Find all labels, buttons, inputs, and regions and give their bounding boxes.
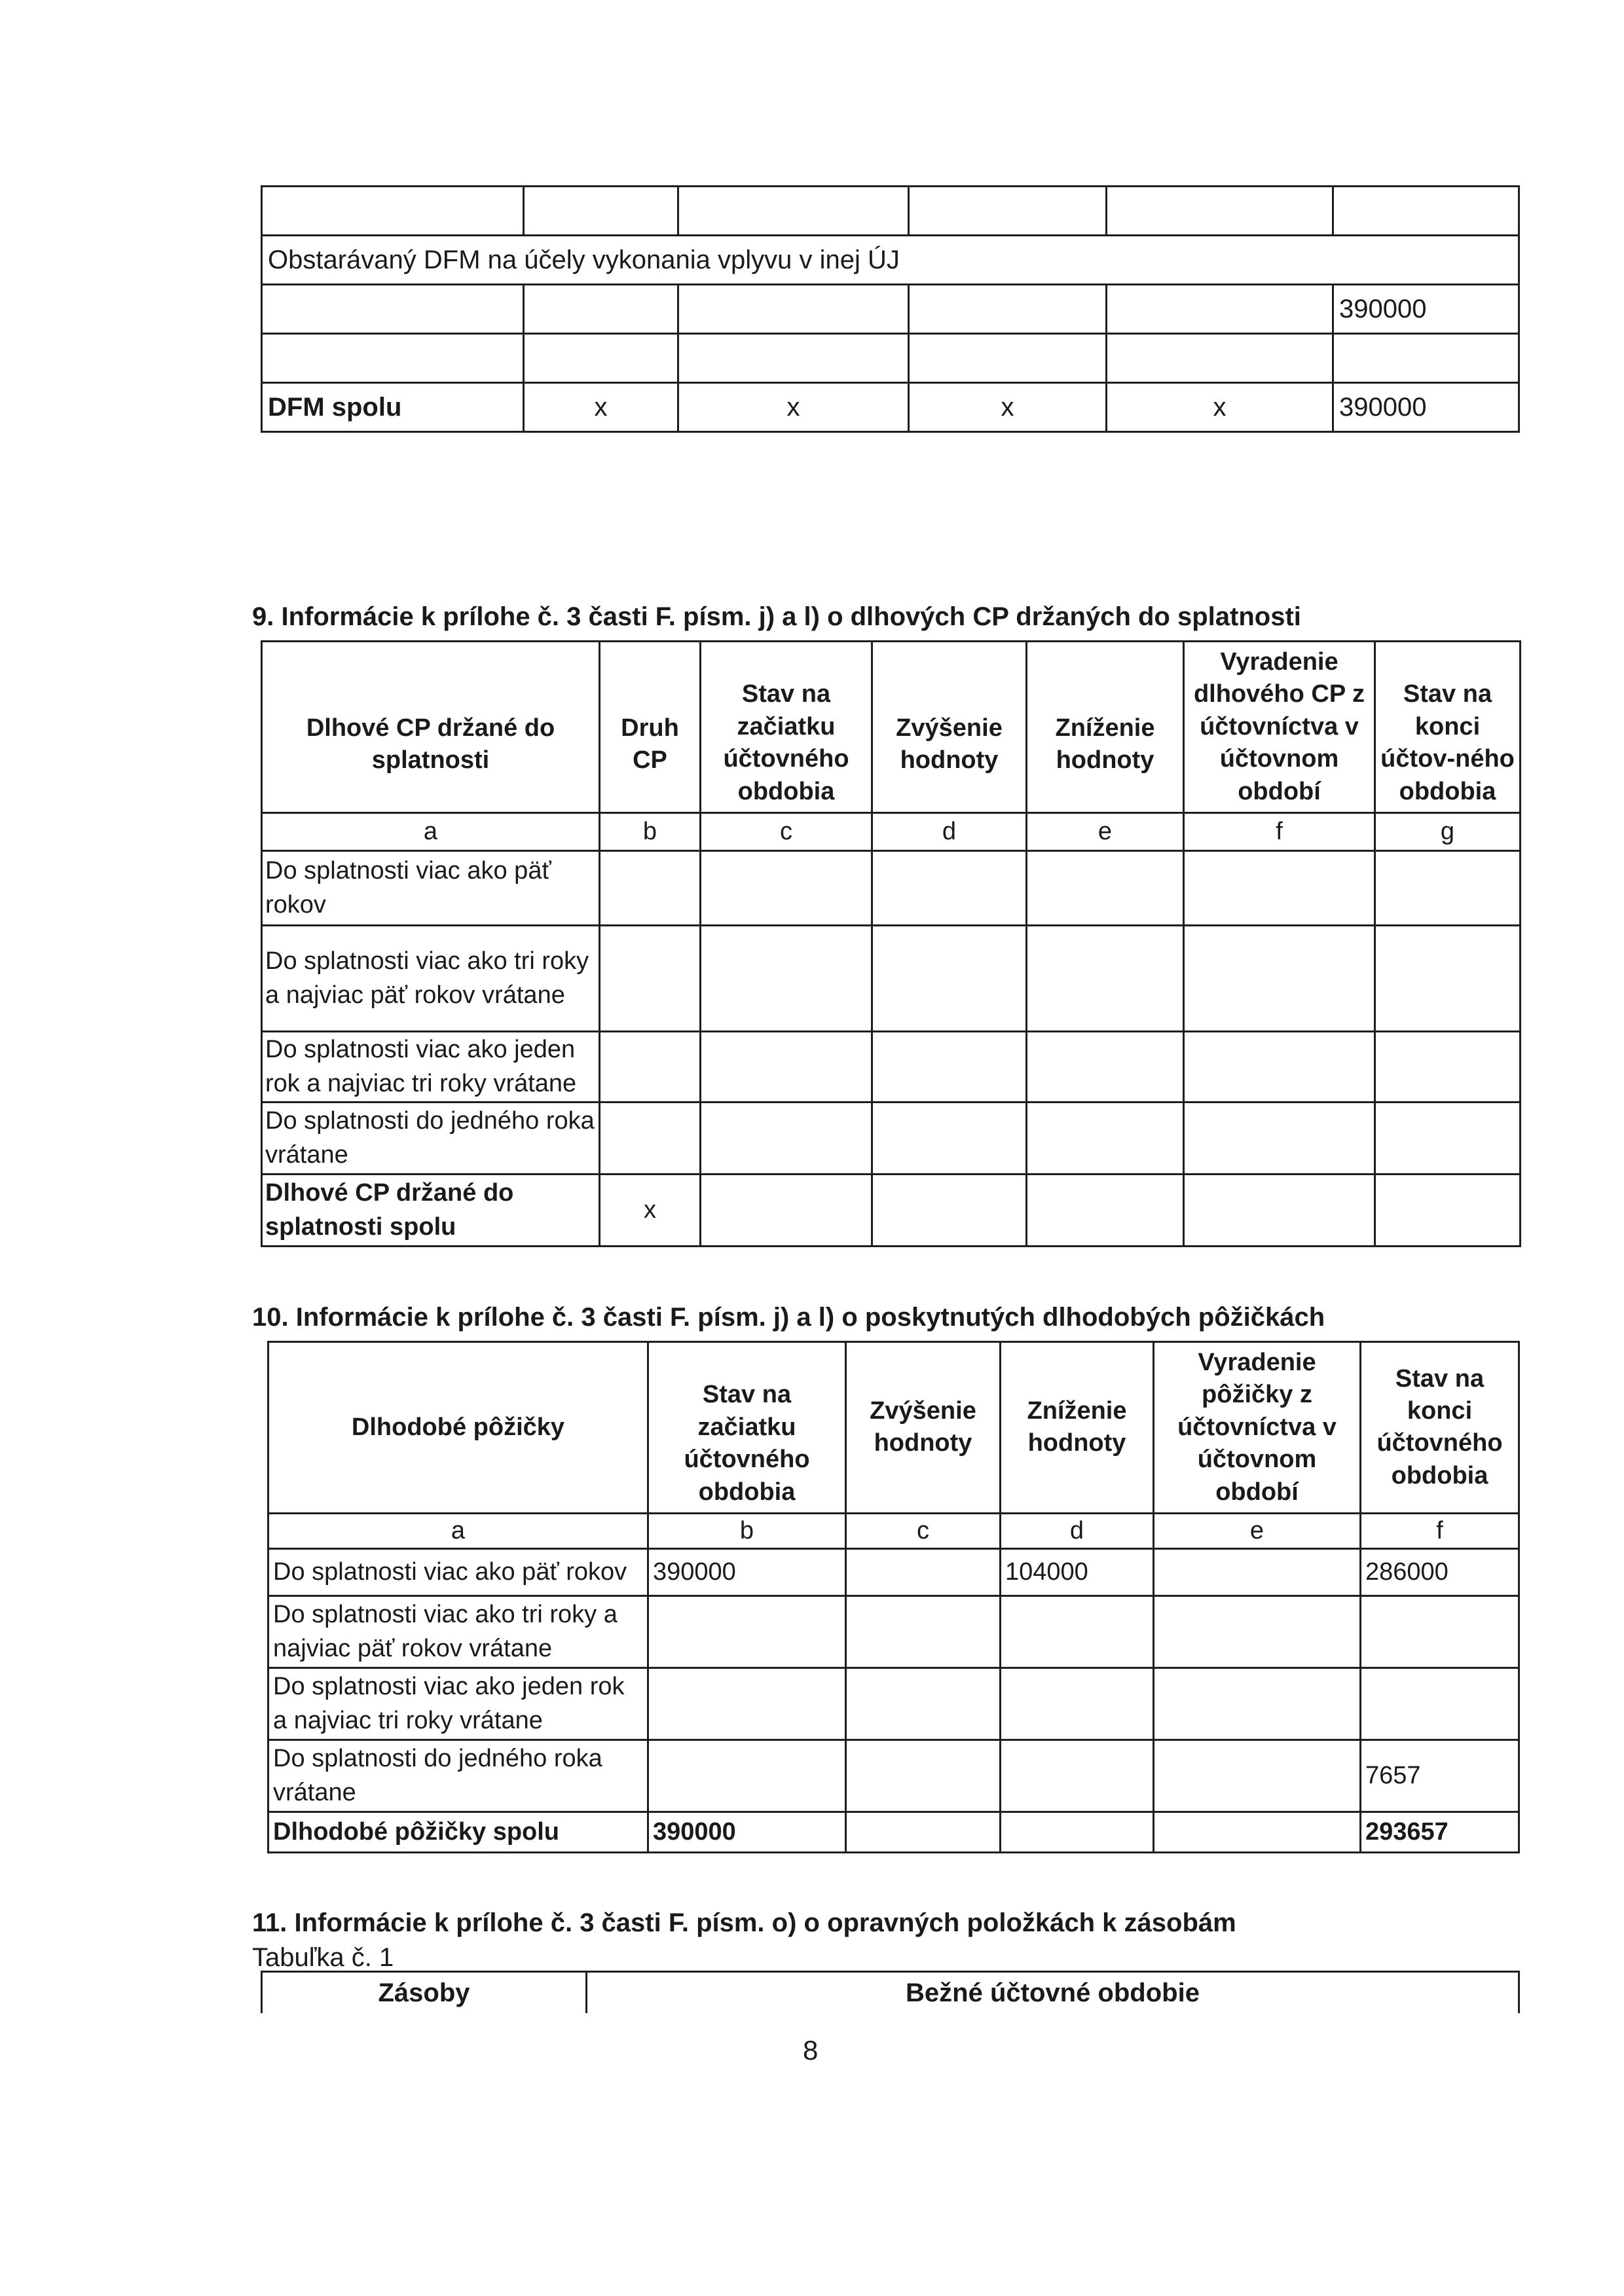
table-cell bbox=[1027, 925, 1184, 1031]
table-cell bbox=[600, 1031, 701, 1102]
table-cell bbox=[678, 285, 909, 334]
table-cell bbox=[701, 1174, 872, 1246]
column-letter: b bbox=[648, 1513, 846, 1548]
table-cell bbox=[1184, 850, 1375, 925]
row-label: Dlhové CP držané do splatnosti spolu bbox=[262, 1174, 600, 1246]
table-row bbox=[262, 187, 1519, 236]
table-cell bbox=[600, 925, 701, 1031]
table-cell bbox=[872, 850, 1027, 925]
column-letter: c bbox=[846, 1513, 1001, 1548]
table-cell: 390000 bbox=[1333, 383, 1519, 432]
table-row bbox=[262, 334, 1519, 383]
row-label: Do splatnosti viac ako tri roky a najviac päť rokov vrátane bbox=[262, 925, 600, 1031]
table-cell bbox=[1001, 1668, 1154, 1740]
table-cell bbox=[1184, 1174, 1375, 1246]
table-row bbox=[268, 1740, 1519, 1812]
column-header: Dlhodobé pôžičky bbox=[268, 1342, 648, 1514]
table-cell bbox=[1154, 1596, 1361, 1668]
table-cell: 390000 bbox=[648, 1549, 846, 1596]
table-cell: x bbox=[1107, 383, 1333, 432]
row-label: DFM spolu bbox=[262, 383, 524, 432]
column-letter: f bbox=[1361, 1513, 1519, 1548]
table-row bbox=[262, 1102, 1521, 1174]
column-header: Dlhové CP držané do splatnosti bbox=[262, 642, 600, 813]
table-cell bbox=[872, 925, 1027, 1031]
table-cell bbox=[846, 1812, 1001, 1853]
table-cell bbox=[1154, 1668, 1361, 1740]
table-cell bbox=[846, 1740, 1001, 1812]
table-cell bbox=[846, 1549, 1001, 1596]
long-term-loans-table bbox=[267, 1341, 1520, 1853]
table-cell bbox=[1184, 1031, 1375, 1102]
table-cell bbox=[1001, 1740, 1154, 1812]
table-header-row bbox=[262, 1972, 1519, 2014]
table-row bbox=[262, 236, 1519, 285]
inventory-table bbox=[261, 1971, 1520, 2013]
table-header-row bbox=[268, 1342, 1519, 1514]
table-cell bbox=[909, 187, 1107, 236]
table-cell bbox=[1027, 1174, 1184, 1246]
row-label: Do splatnosti viac ako jeden rok a najviac tri roky vrátane bbox=[262, 1031, 600, 1102]
table-cell bbox=[1184, 1102, 1375, 1174]
table-cell bbox=[1027, 850, 1184, 925]
table-cell: x bbox=[524, 383, 678, 432]
table-cell bbox=[1027, 1031, 1184, 1102]
table-cell bbox=[1184, 925, 1375, 1031]
row-label: Do splatnosti viac ako päť rokov bbox=[268, 1549, 648, 1596]
table-cell bbox=[1001, 1812, 1154, 1853]
table-cell bbox=[701, 1031, 872, 1102]
column-letter: a bbox=[268, 1513, 648, 1548]
table-cell bbox=[1154, 1740, 1361, 1812]
column-header: Druh CP bbox=[600, 642, 701, 813]
row-label: Dlhodobé pôžičky spolu bbox=[268, 1812, 648, 1853]
table-cell: x bbox=[909, 383, 1107, 432]
row-label: Do splatnosti do jedného roka vrátane bbox=[262, 1102, 600, 1174]
letters-row bbox=[262, 812, 1521, 850]
table-caption: Tabuľka č. 1 bbox=[252, 1943, 394, 1972]
column-header: Vyradenie pôžičky z účtovníctva v účtovnom období bbox=[1154, 1342, 1361, 1514]
table-cell bbox=[846, 1596, 1001, 1668]
table-cell: 390000 bbox=[1333, 285, 1519, 334]
table-cell bbox=[1375, 1031, 1521, 1102]
table-row bbox=[268, 1812, 1519, 1853]
column-header: Zvýšenie hodnoty bbox=[846, 1342, 1001, 1514]
table-cell bbox=[846, 1668, 1001, 1740]
table-header-row bbox=[262, 642, 1521, 813]
table-cell bbox=[1375, 850, 1521, 925]
column-header: Zníženie hodnoty bbox=[1001, 1342, 1154, 1514]
table-cell bbox=[600, 1102, 701, 1174]
table-cell bbox=[648, 1668, 846, 1740]
column-header: Stav na konci účtov-ného obdobia bbox=[1375, 642, 1521, 813]
table-cell bbox=[678, 334, 909, 383]
column-letter: d bbox=[872, 812, 1027, 850]
section-10-heading: 10. Informácie k prílohe č. 3 časti F. písm. j) a l) o poskytnutých dlhodobých pôžičkách bbox=[252, 1303, 1325, 1332]
column-header: Stav na začiatku účtovného obdobia bbox=[701, 642, 872, 813]
table-cell bbox=[600, 850, 701, 925]
column-header: Zásoby bbox=[262, 1972, 587, 2014]
table-cell bbox=[262, 285, 524, 334]
table-row bbox=[268, 1596, 1519, 1668]
table-cell: 104000 bbox=[1001, 1549, 1154, 1596]
column-header: Stav na konci účtovného obdobia bbox=[1361, 1342, 1519, 1514]
table-cell bbox=[909, 285, 1107, 334]
table-cell bbox=[1001, 1596, 1154, 1668]
table-row bbox=[262, 925, 1521, 1031]
table-cell bbox=[872, 1031, 1027, 1102]
table-row bbox=[262, 383, 1519, 432]
column-letter: d bbox=[1001, 1513, 1154, 1548]
table-cell bbox=[678, 187, 909, 236]
table-cell bbox=[1375, 1174, 1521, 1246]
table-cell bbox=[1107, 334, 1333, 383]
letters-row bbox=[268, 1513, 1519, 1548]
table-cell bbox=[1027, 1102, 1184, 1174]
table-cell bbox=[1107, 187, 1333, 236]
column-letter: f bbox=[1184, 812, 1375, 850]
dfm-table bbox=[261, 185, 1520, 433]
table-cell bbox=[262, 187, 524, 236]
table-cell bbox=[701, 925, 872, 1031]
column-letter: e bbox=[1154, 1513, 1361, 1548]
table-cell bbox=[524, 334, 678, 383]
row-label: Do splatnosti viac ako tri roky a najviac päť rokov vrátane bbox=[268, 1596, 648, 1668]
column-letter: g bbox=[1375, 812, 1521, 850]
table-cell: 390000 bbox=[648, 1812, 846, 1853]
table-cell: x bbox=[600, 1174, 701, 1246]
table-cell bbox=[909, 334, 1107, 383]
table-cell: 293657 bbox=[1361, 1812, 1519, 1853]
column-letter: e bbox=[1027, 812, 1184, 850]
table-cell bbox=[1361, 1596, 1519, 1668]
section-9-heading: 9. Informácie k prílohe č. 3 časti F. písm. j) a l) o dlhových CP držaných do splatnosti bbox=[252, 602, 1301, 631]
section-11-heading: 11. Informácie k prílohe č. 3 časti F. písm. o) o opravných položkách k zásobám bbox=[252, 1908, 1236, 1937]
column-letter: b bbox=[600, 812, 701, 850]
row-label: Do splatnosti do jedného roka vrátane bbox=[268, 1740, 648, 1812]
column-header: Zvýšenie hodnoty bbox=[872, 642, 1027, 813]
table-row bbox=[262, 1174, 1521, 1246]
table-cell bbox=[1154, 1549, 1361, 1596]
table-row bbox=[268, 1668, 1519, 1740]
table-cell bbox=[1375, 1102, 1521, 1174]
column-header: Bežné účtovné obdobie bbox=[587, 1972, 1519, 2014]
table-cell bbox=[1361, 1668, 1519, 1740]
table-cell bbox=[701, 1102, 872, 1174]
table-row bbox=[262, 1031, 1521, 1102]
table-cell bbox=[872, 1174, 1027, 1246]
row-label: Do splatnosti viac ako jeden rok a najviac tri roky vrátane bbox=[268, 1668, 648, 1740]
row-label: Do splatnosti viac ako päť rokov bbox=[262, 850, 600, 925]
debt-securities-table bbox=[261, 640, 1521, 1247]
table-row bbox=[262, 850, 1521, 925]
row-label: Obstarávaný DFM na účely vykonania vplyvu v inej ÚJ bbox=[262, 236, 1519, 285]
table-cell bbox=[872, 1102, 1027, 1174]
table-cell bbox=[1333, 334, 1519, 383]
table-cell bbox=[1154, 1812, 1361, 1853]
table-cell bbox=[648, 1740, 846, 1812]
table-cell: x bbox=[678, 383, 909, 432]
table-cell bbox=[1333, 187, 1519, 236]
table-cell bbox=[524, 187, 678, 236]
table-cell bbox=[648, 1596, 846, 1668]
table-cell bbox=[262, 334, 524, 383]
table-row bbox=[262, 285, 1519, 334]
table-cell bbox=[524, 285, 678, 334]
column-header: Stav na začiatku účtovného obdobia bbox=[648, 1342, 846, 1514]
table-cell bbox=[701, 850, 872, 925]
page-number: 8 bbox=[803, 2035, 819, 2066]
table-cell bbox=[1375, 925, 1521, 1031]
column-header: Zníženie hodnoty bbox=[1027, 642, 1184, 813]
column-header: Vyradenie dlhového CP z účtovníctva v účtovnom období bbox=[1184, 642, 1375, 813]
table-row bbox=[268, 1549, 1519, 1596]
table-cell bbox=[1107, 285, 1333, 334]
column-letter: c bbox=[701, 812, 872, 850]
table-cell: 286000 bbox=[1361, 1549, 1519, 1596]
table-cell: 7657 bbox=[1361, 1740, 1519, 1812]
column-letter: a bbox=[262, 812, 600, 850]
